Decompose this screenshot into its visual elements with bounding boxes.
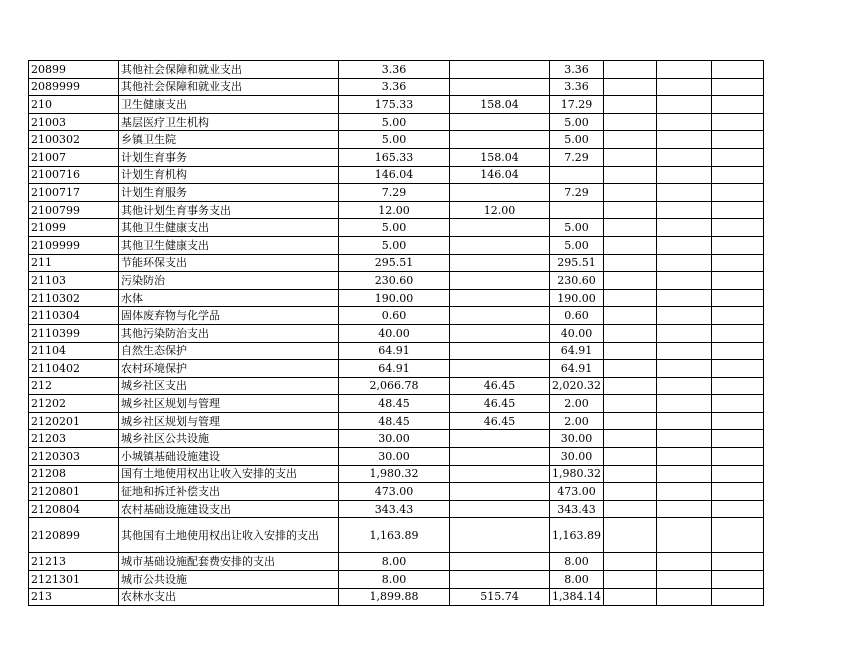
basic-expenditure-cell — [450, 236, 550, 254]
project-expenditure-cell: 17.29 — [550, 96, 604, 114]
basic-expenditure-cell — [450, 219, 550, 237]
subject-code-cell: 2110399 — [29, 324, 119, 342]
empty-cell — [603, 553, 656, 571]
empty-cell — [711, 483, 763, 501]
subject-code-cell: 2120899 — [29, 518, 119, 553]
empty-cell — [711, 430, 763, 448]
table-row — [29, 465, 764, 483]
table-row — [29, 78, 764, 96]
empty-cell — [603, 201, 656, 219]
total-amount-cell: 343.43 — [339, 500, 450, 518]
basic-expenditure-cell — [450, 113, 550, 131]
project-expenditure-cell: 30.00 — [550, 448, 604, 466]
total-amount-cell: 0.60 — [339, 307, 450, 325]
empty-cell — [711, 342, 763, 360]
empty-cell — [711, 571, 763, 589]
subject-code-cell: 2110304 — [29, 307, 119, 325]
empty-cell — [603, 483, 656, 501]
subject-code-cell: 2109999 — [29, 236, 119, 254]
table-row — [29, 289, 764, 307]
total-amount-cell: 48.45 — [339, 395, 450, 413]
subject-name-cell: 固体废弃物与化学品 — [119, 307, 339, 325]
table-row — [29, 324, 764, 342]
total-amount-cell: 12.00 — [339, 201, 450, 219]
total-amount-cell: 3.36 — [339, 61, 450, 79]
basic-expenditure-cell: 46.45 — [450, 377, 550, 395]
basic-expenditure-cell: 46.45 — [450, 412, 550, 430]
empty-cell — [603, 96, 656, 114]
empty-cell — [656, 131, 711, 149]
empty-cell — [656, 465, 711, 483]
subject-name-cell: 节能环保支出 — [119, 254, 339, 272]
table-row — [29, 483, 764, 501]
empty-cell — [656, 289, 711, 307]
subject-code-cell: 21213 — [29, 553, 119, 571]
subject-name-cell: 城乡社区公共设施 — [119, 430, 339, 448]
basic-expenditure-cell — [450, 307, 550, 325]
total-amount-cell: 8.00 — [339, 571, 450, 589]
subject-code-cell: 21007 — [29, 148, 119, 166]
basic-expenditure-cell — [450, 342, 550, 360]
basic-expenditure-cell: 46.45 — [450, 395, 550, 413]
subject-code-cell: 2110302 — [29, 289, 119, 307]
subject-name-cell: 其他污染防治支出 — [119, 324, 339, 342]
empty-cell — [656, 324, 711, 342]
total-amount-cell: 7.29 — [339, 184, 450, 202]
subject-code-cell: 2100717 — [29, 184, 119, 202]
table-row — [29, 518, 764, 553]
table-row — [29, 236, 764, 254]
project-expenditure-cell: 3.36 — [550, 61, 604, 79]
subject-name-cell: 其他国有土地使用权出让收入安排的支出 — [119, 518, 339, 553]
subject-name-cell: 水体 — [119, 289, 339, 307]
basic-expenditure-cell — [450, 500, 550, 518]
subject-name-cell: 其他计划生育事务支出 — [119, 201, 339, 219]
empty-cell — [603, 219, 656, 237]
subject-name-cell: 其他社会保障和就业支出 — [119, 61, 339, 79]
basic-expenditure-cell — [450, 324, 550, 342]
empty-cell — [603, 113, 656, 131]
empty-cell — [603, 78, 656, 96]
empty-cell — [711, 518, 763, 553]
empty-cell — [603, 412, 656, 430]
subject-code-cell: 21202 — [29, 395, 119, 413]
basic-expenditure-cell — [450, 78, 550, 96]
budget-table — [28, 60, 764, 606]
table-row — [29, 360, 764, 378]
total-amount-cell: 64.91 — [339, 342, 450, 360]
basic-expenditure-cell — [450, 483, 550, 501]
basic-expenditure-cell: 515.74 — [450, 588, 550, 606]
table-row — [29, 96, 764, 114]
basic-expenditure-cell — [450, 571, 550, 589]
total-amount-cell: 473.00 — [339, 483, 450, 501]
subject-code-cell: 21104 — [29, 342, 119, 360]
empty-cell — [603, 184, 656, 202]
subject-name-cell: 农林水支出 — [119, 588, 339, 606]
total-amount-cell: 5.00 — [339, 113, 450, 131]
subject-name-cell: 计划生育事务 — [119, 148, 339, 166]
subject-name-cell: 城市公共设施 — [119, 571, 339, 589]
subject-code-cell: 2121301 — [29, 571, 119, 589]
total-amount-cell: 175.33 — [339, 96, 450, 114]
table-row — [29, 395, 764, 413]
total-amount-cell: 64.91 — [339, 360, 450, 378]
subject-code-cell: 211 — [29, 254, 119, 272]
subject-name-cell: 乡镇卫生院 — [119, 131, 339, 149]
project-expenditure-cell: 190.00 — [550, 289, 604, 307]
subject-code-cell: 2089999 — [29, 78, 119, 96]
empty-cell — [711, 78, 763, 96]
basic-expenditure-cell: 158.04 — [450, 96, 550, 114]
empty-cell — [603, 342, 656, 360]
table-row — [29, 430, 764, 448]
table-row — [29, 201, 764, 219]
total-amount-cell: 295.51 — [339, 254, 450, 272]
empty-cell — [711, 500, 763, 518]
basic-expenditure-cell — [450, 553, 550, 571]
empty-cell — [603, 272, 656, 290]
empty-cell — [656, 588, 711, 606]
basic-expenditure-cell — [450, 360, 550, 378]
empty-cell — [656, 184, 711, 202]
empty-cell — [603, 236, 656, 254]
empty-cell — [711, 254, 763, 272]
subject-name-cell: 小城镇基础设施建设 — [119, 448, 339, 466]
subject-name-cell: 国有土地使用权出让收入安排的支出 — [119, 465, 339, 483]
project-expenditure-cell: 7.29 — [550, 184, 604, 202]
subject-code-cell: 210 — [29, 96, 119, 114]
subject-code-cell: 213 — [29, 588, 119, 606]
subject-name-cell: 城市基础设施配套费安排的支出 — [119, 553, 339, 571]
total-amount-cell: 30.00 — [339, 448, 450, 466]
empty-cell — [656, 571, 711, 589]
project-expenditure-cell: 343.43 — [550, 500, 604, 518]
subject-code-cell: 212 — [29, 377, 119, 395]
table-row — [29, 254, 764, 272]
project-expenditure-cell: 1,163.89 — [550, 518, 604, 553]
empty-cell — [711, 588, 763, 606]
empty-cell — [603, 518, 656, 553]
subject-code-cell: 2100302 — [29, 131, 119, 149]
empty-cell — [603, 448, 656, 466]
table-row — [29, 342, 764, 360]
empty-cell — [656, 483, 711, 501]
subject-name-cell: 其他卫生健康支出 — [119, 219, 339, 237]
total-amount-cell: 2,066.78 — [339, 377, 450, 395]
total-amount-cell: 40.00 — [339, 324, 450, 342]
empty-cell — [656, 430, 711, 448]
empty-cell — [603, 131, 656, 149]
project-expenditure-cell: 0.60 — [550, 307, 604, 325]
subject-name-cell: 污染防治 — [119, 272, 339, 290]
table-row — [29, 166, 764, 184]
empty-cell — [656, 166, 711, 184]
total-amount-cell: 5.00 — [339, 131, 450, 149]
empty-cell — [711, 236, 763, 254]
basic-expenditure-cell — [450, 131, 550, 149]
empty-cell — [603, 500, 656, 518]
table-row — [29, 377, 764, 395]
subject-code-cell: 21203 — [29, 430, 119, 448]
subject-code-cell: 2120201 — [29, 412, 119, 430]
project-expenditure-cell: 8.00 — [550, 553, 604, 571]
empty-cell — [711, 448, 763, 466]
total-amount-cell: 1,899.88 — [339, 588, 450, 606]
total-amount-cell: 30.00 — [339, 430, 450, 448]
subject-code-cell: 21208 — [29, 465, 119, 483]
empty-cell — [656, 500, 711, 518]
project-expenditure-cell: 5.00 — [550, 131, 604, 149]
subject-name-cell: 征地和拆迁补偿支出 — [119, 483, 339, 501]
total-amount-cell: 1,980.32 — [339, 465, 450, 483]
empty-cell — [656, 377, 711, 395]
empty-cell — [656, 412, 711, 430]
project-expenditure-cell: 64.91 — [550, 342, 604, 360]
empty-cell — [603, 166, 656, 184]
table-row — [29, 61, 764, 79]
total-amount-cell: 8.00 — [339, 553, 450, 571]
empty-cell — [603, 289, 656, 307]
empty-cell — [711, 412, 763, 430]
empty-cell — [711, 113, 763, 131]
basic-expenditure-cell — [450, 61, 550, 79]
empty-cell — [711, 272, 763, 290]
subject-code-cell: 2100716 — [29, 166, 119, 184]
total-amount-cell: 1,163.89 — [339, 518, 450, 553]
empty-cell — [711, 61, 763, 79]
subject-name-cell: 城乡社区规划与管理 — [119, 412, 339, 430]
project-expenditure-cell: 40.00 — [550, 324, 604, 342]
total-amount-cell: 5.00 — [339, 236, 450, 254]
empty-cell — [603, 465, 656, 483]
project-expenditure-cell: 5.00 — [550, 236, 604, 254]
empty-cell — [711, 360, 763, 378]
project-expenditure-cell: 7.29 — [550, 148, 604, 166]
project-expenditure-cell: 230.60 — [550, 272, 604, 290]
total-amount-cell: 146.04 — [339, 166, 450, 184]
table-row — [29, 272, 764, 290]
subject-name-cell: 农村环境保护 — [119, 360, 339, 378]
table-row — [29, 553, 764, 571]
empty-cell — [711, 307, 763, 325]
project-expenditure-cell: 5.00 — [550, 113, 604, 131]
project-expenditure-cell: 295.51 — [550, 254, 604, 272]
empty-cell — [656, 272, 711, 290]
empty-cell — [603, 61, 656, 79]
table-row — [29, 148, 764, 166]
subject-name-cell: 基层医疗卫生机构 — [119, 113, 339, 131]
table-row — [29, 113, 764, 131]
table-row — [29, 307, 764, 325]
empty-cell — [656, 553, 711, 571]
empty-cell — [711, 148, 763, 166]
empty-cell — [603, 430, 656, 448]
empty-cell — [711, 96, 763, 114]
basic-expenditure-cell — [450, 518, 550, 553]
total-amount-cell: 3.36 — [339, 78, 450, 96]
empty-cell — [711, 324, 763, 342]
project-expenditure-cell: 64.91 — [550, 360, 604, 378]
basic-expenditure-cell — [450, 272, 550, 290]
project-expenditure-cell: 1,980.32 — [550, 465, 604, 483]
subject-name-cell: 卫生健康支出 — [119, 96, 339, 114]
basic-expenditure-cell — [450, 289, 550, 307]
empty-cell — [711, 131, 763, 149]
empty-cell — [603, 377, 656, 395]
subject-name-cell: 城乡社区规划与管理 — [119, 395, 339, 413]
basic-expenditure-cell — [450, 448, 550, 466]
empty-cell — [656, 395, 711, 413]
project-expenditure-cell: 5.00 — [550, 219, 604, 237]
empty-cell — [603, 360, 656, 378]
empty-cell — [711, 166, 763, 184]
empty-cell — [656, 61, 711, 79]
project-expenditure-cell: 3.36 — [550, 78, 604, 96]
empty-cell — [603, 588, 656, 606]
basic-expenditure-cell: 146.04 — [450, 166, 550, 184]
basic-expenditure-cell: 158.04 — [450, 148, 550, 166]
table-row — [29, 131, 764, 149]
total-amount-cell: 165.33 — [339, 148, 450, 166]
empty-cell — [711, 184, 763, 202]
empty-cell — [656, 448, 711, 466]
project-expenditure-cell: 2,020.32 — [550, 377, 604, 395]
total-amount-cell: 5.00 — [339, 219, 450, 237]
total-amount-cell: 230.60 — [339, 272, 450, 290]
empty-cell — [711, 219, 763, 237]
subject-name-cell: 其他卫生健康支出 — [119, 236, 339, 254]
budget-table-body — [29, 61, 764, 606]
table-row — [29, 448, 764, 466]
subject-code-cell: 21099 — [29, 219, 119, 237]
empty-cell — [603, 324, 656, 342]
empty-cell — [711, 553, 763, 571]
empty-cell — [656, 342, 711, 360]
empty-cell — [603, 254, 656, 272]
subject-code-cell: 2100799 — [29, 201, 119, 219]
subject-code-cell: 20899 — [29, 61, 119, 79]
table-row — [29, 588, 764, 606]
empty-cell — [711, 465, 763, 483]
basic-expenditure-cell — [450, 184, 550, 202]
empty-cell — [656, 219, 711, 237]
empty-cell — [656, 236, 711, 254]
empty-cell — [711, 395, 763, 413]
basic-expenditure-cell — [450, 465, 550, 483]
subject-code-cell: 2120303 — [29, 448, 119, 466]
table-row — [29, 184, 764, 202]
project-expenditure-cell — [550, 201, 604, 219]
table-row — [29, 500, 764, 518]
subject-name-cell: 计划生育机构 — [119, 166, 339, 184]
empty-cell — [603, 148, 656, 166]
table-row — [29, 219, 764, 237]
empty-cell — [656, 201, 711, 219]
total-amount-cell: 48.45 — [339, 412, 450, 430]
empty-cell — [711, 377, 763, 395]
empty-cell — [603, 307, 656, 325]
empty-cell — [656, 78, 711, 96]
basic-expenditure-cell — [450, 430, 550, 448]
project-expenditure-cell: 473.00 — [550, 483, 604, 501]
empty-cell — [656, 254, 711, 272]
total-amount-cell: 190.00 — [339, 289, 450, 307]
subject-code-cell: 21103 — [29, 272, 119, 290]
empty-cell — [656, 96, 711, 114]
project-expenditure-cell: 2.00 — [550, 395, 604, 413]
basic-expenditure-cell: 12.00 — [450, 201, 550, 219]
table-row — [29, 571, 764, 589]
table-row — [29, 412, 764, 430]
subject-code-cell: 2120801 — [29, 483, 119, 501]
empty-cell — [656, 113, 711, 131]
empty-cell — [656, 307, 711, 325]
empty-cell — [603, 395, 656, 413]
empty-cell — [656, 518, 711, 553]
project-expenditure-cell: 30.00 — [550, 430, 604, 448]
subject-name-cell: 计划生育服务 — [119, 184, 339, 202]
empty-cell — [656, 148, 711, 166]
project-expenditure-cell: 8.00 — [550, 571, 604, 589]
basic-expenditure-cell — [450, 254, 550, 272]
subject-code-cell: 2120804 — [29, 500, 119, 518]
empty-cell — [603, 571, 656, 589]
empty-cell — [711, 201, 763, 219]
subject-name-cell: 其他社会保障和就业支出 — [119, 78, 339, 96]
project-expenditure-cell: 2.00 — [550, 412, 604, 430]
subject-code-cell: 2110402 — [29, 360, 119, 378]
subject-code-cell: 21003 — [29, 113, 119, 131]
subject-name-cell: 城乡社区支出 — [119, 377, 339, 395]
empty-cell — [711, 289, 763, 307]
subject-name-cell: 农村基础设施建设支出 — [119, 500, 339, 518]
empty-cell — [656, 360, 711, 378]
subject-name-cell: 自然生态保护 — [119, 342, 339, 360]
project-expenditure-cell — [550, 166, 604, 184]
project-expenditure-cell: 1,384.14 — [550, 588, 604, 606]
